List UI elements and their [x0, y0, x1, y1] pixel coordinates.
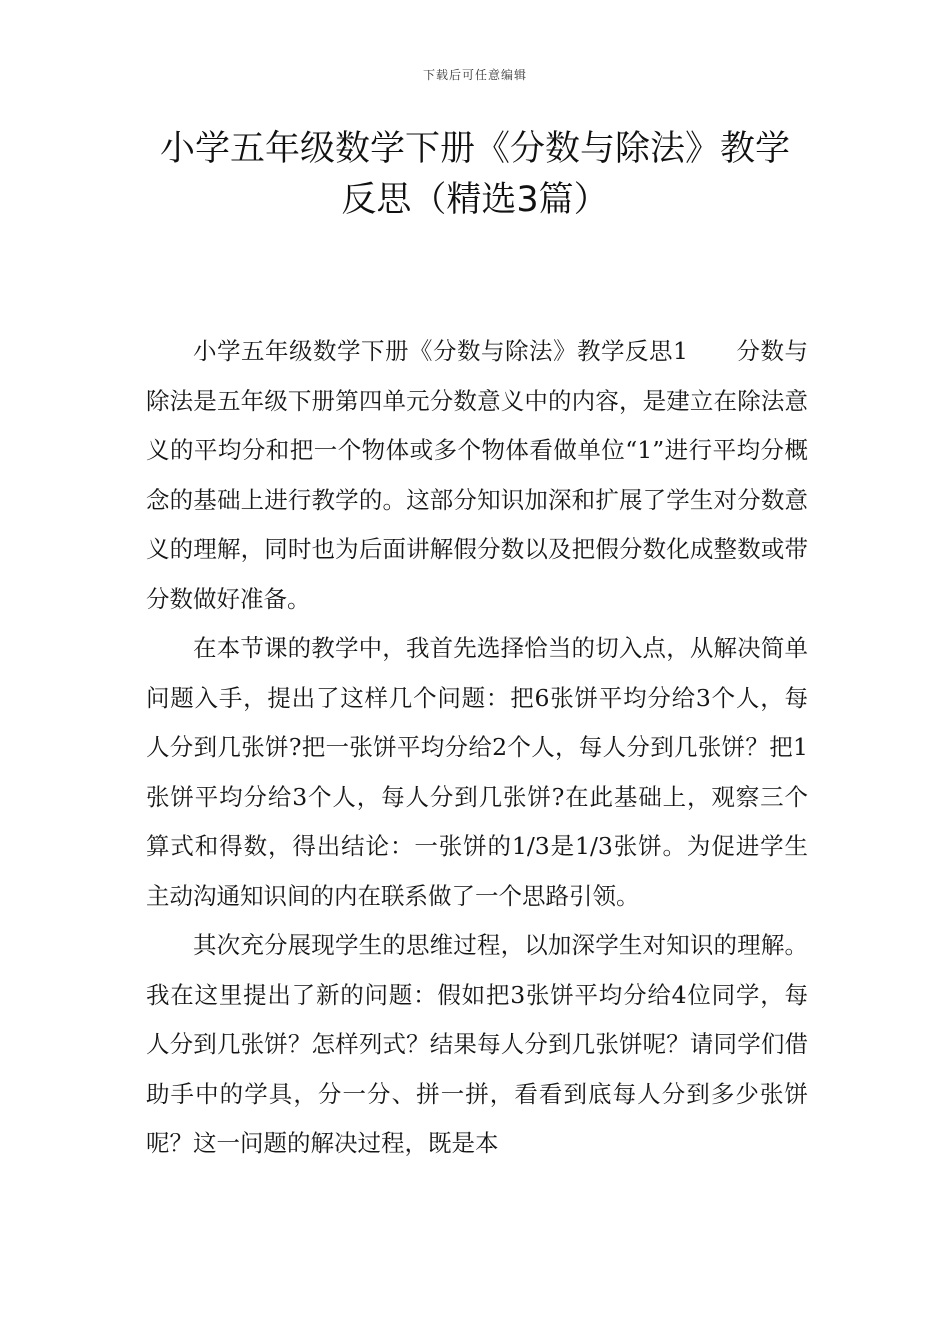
document-title: 小学五年级数学下册《分数与除法》教学反思（精选3篇） [159, 129, 790, 220]
paragraph-2: 在本节课的教学中，我首先选择恰当的切入点，从解决简单问题入手，提出了这样几个问题：把6张饼平均分给3个人，每人分到几张饼?把一张饼平均分给2个人，每人分到几张饼？把1张饼平均分给3个人，每人分到几张饼?在此基础上，观察三个算式和得数，得出结论：一张饼的1/3是1/3张饼。为促进学生主动沟通知识间的内在联系做了一个思路引领。 [146, 634, 808, 910]
paragraph-3: 其次充分展现学生的思维过程，以加深学生对知识的理解。我在这里提出了新的问题：假如把3张饼平均分给4位同学，每人分到几张饼？怎样列式？结果每人分到几张饼呢？请同学们借助手中的学具，分一分、拼一拼，看看到底每人分到多少张饼呢？这一问题的解决过程，既是本 [146, 931, 808, 1157]
header-note: 下载后可任意编辑 [422, 68, 527, 82]
document-body [146, 327, 808, 1169]
paragraph-1: 小学五年级数学下册《分数与除法》教学反思1 分数与除法是五年级下册第四单元分数意义中的内容，是建立在除法意义的平均分和把一个物体或多个物体看做单位“1”进行平均分概念的基础上进行教学的。这部分知识加深和扩展了学生对分数意义的理解，同时也为后面讲解假分数以及把假分数化成整数或带分数做好准备。 [146, 337, 808, 613]
